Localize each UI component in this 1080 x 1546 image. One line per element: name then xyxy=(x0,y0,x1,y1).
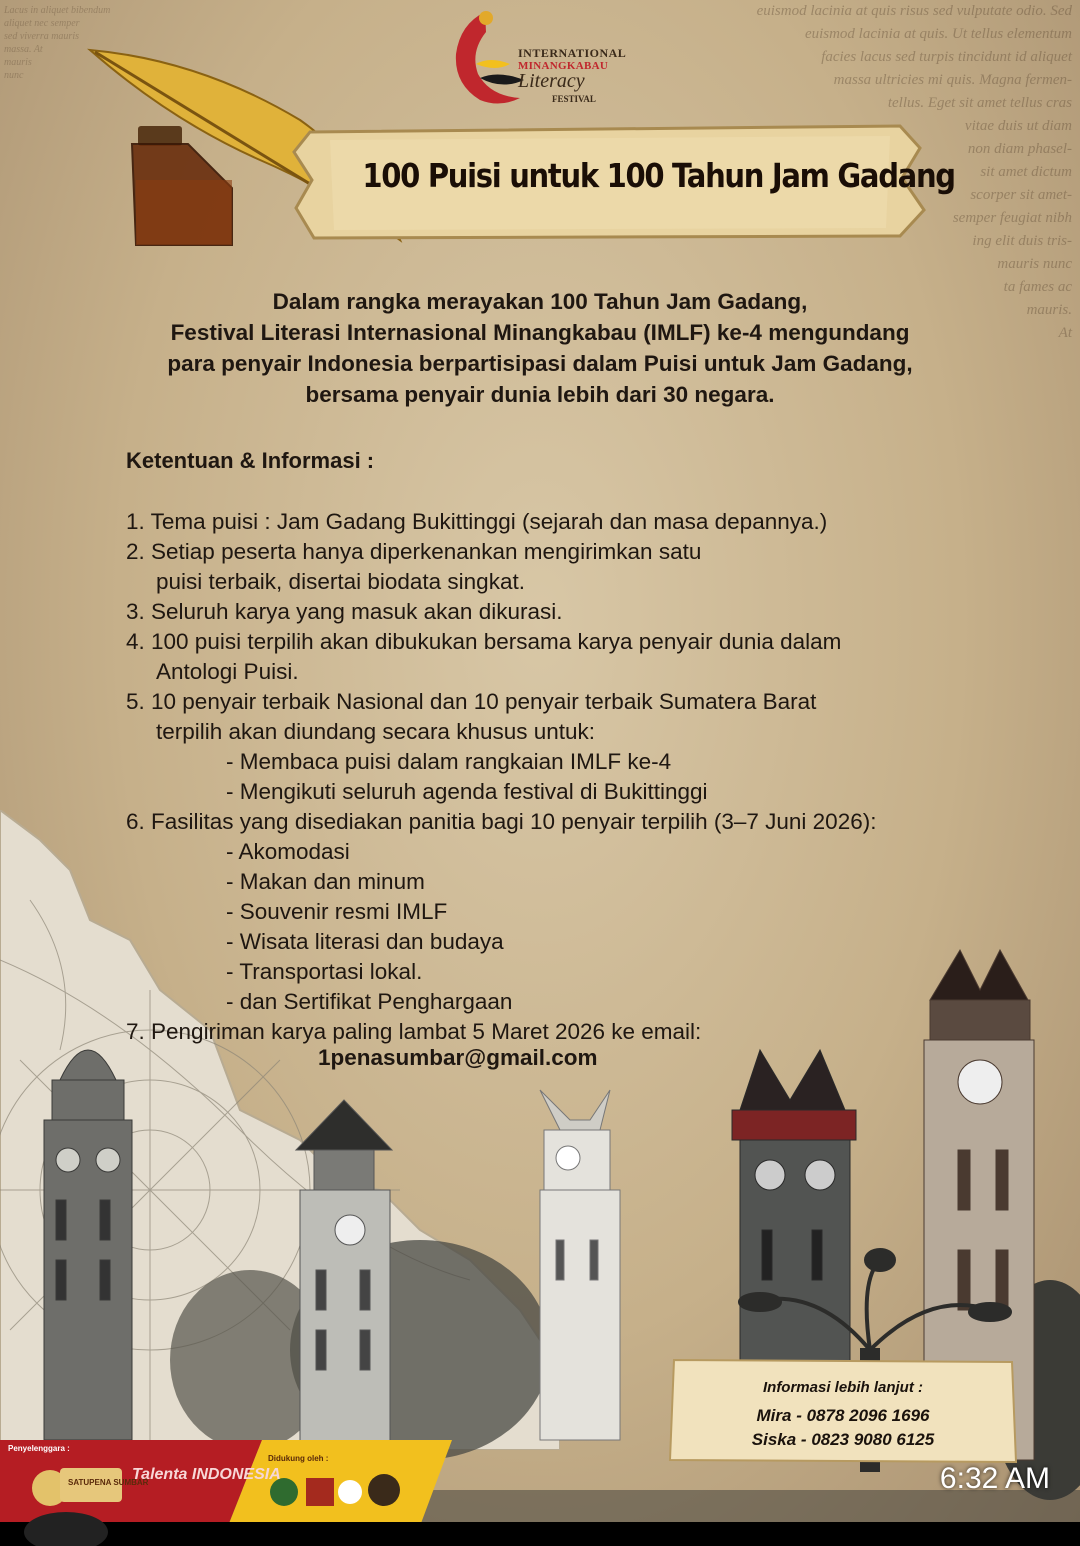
rule-item-cont: Antologi Puisi. xyxy=(156,659,299,684)
festival-logo xyxy=(440,4,640,110)
rule-subitem: - Makan dan minum xyxy=(226,869,425,894)
festival-logo-mark xyxy=(440,4,530,110)
org-satupena: SATUPENA SUMBAR xyxy=(68,1478,149,1487)
intro-line: para penyair Indonesia berpartisipasi dalam Puisi untuk Jam Gadang, xyxy=(167,351,913,376)
rule-item-cont: terpilih akan diundang secara khusus untuk: xyxy=(156,719,596,744)
rule-item: 1. Tema puisi : Jam Gadang Bukittinggi (sejarah dan masa depannya.) xyxy=(126,509,828,534)
contact-person-siska[interactable]: Siska - 0823 9080 6125 xyxy=(751,1430,935,1449)
rule-item: 3. Seluruh karya yang masuk akan dikurasi. xyxy=(126,599,563,624)
logo-line-3: Literacy xyxy=(518,70,585,92)
intro-paragraph xyxy=(60,286,1020,410)
rule-item: 4. 100 puisi terpilih akan dibukukan bersama karya penyair dunia dalam xyxy=(126,629,842,654)
logo-line-1: INTERNATIONAL xyxy=(518,46,627,60)
status-clock: 6:32 AM xyxy=(939,1462,1050,1495)
rule-item: 7. Pengiriman karya paling lambat 5 Maret 2026 ke email: xyxy=(126,1019,702,1044)
section-heading: Ketentuan & Informasi : xyxy=(126,448,375,473)
rule-subitem: - Membaca puisi dalam rangkaian IMLF ke-4 xyxy=(226,749,672,774)
background-text: euismod lacinia at quis risus sed vulputate odio. Sed euismod lacinia at quis. Ut tellus elementum facies lacus sed turpis tincidunt id aliquet massa ultricies mi quis. Magna fermen- tellus. Eget sit amet tellus cras vitae duis ut diam non diam phasel- sit amet dictum scorper sit amet- semper feugiat nibh ing elit duis tris- mauris nunc ta fames ac mauris. At xyxy=(756,3,1072,341)
org-talenta: Talenta INDONESIA xyxy=(132,1466,281,1483)
rule-item: 5. 10 penyair terbaik Nasional dan 10 penyair terbaik Sumatera Barat xyxy=(126,689,817,714)
contact-heading: Informasi lebih lanjut : xyxy=(762,1379,923,1396)
rule-subitem: - Souvenir resmi IMLF xyxy=(226,899,448,924)
intro-line: Festival Literasi Internasional Minangkabau (IMLF) ke-4 mengundang xyxy=(170,320,910,345)
page-title: 100 Puisi untuk 100 Tahun Jam Gadang xyxy=(362,156,955,195)
rule-item: 2. Setiap peserta hanya diperkenankan mengirimkan satu xyxy=(126,539,702,564)
tower-pagoda xyxy=(296,1100,392,1450)
contact-person-mira[interactable]: Mira - 0878 2096 1696 xyxy=(756,1406,930,1425)
rule-subitem: - dan Sertifikat Penghargaan xyxy=(226,989,513,1014)
title-banner xyxy=(290,118,955,243)
logo-line-4: FESTIVAL xyxy=(552,94,596,104)
supported-label: Didukung oleh : xyxy=(268,1454,329,1463)
background-text-left: Lacus in aliquet bibendum aliquet nec semper sed viverra mauris massa. At mauris nunc xyxy=(4,5,111,81)
intro-line: Dalam rangka merayakan 100 Tahun Jam Gadang, xyxy=(272,289,808,314)
intro-line: bersama penyair dunia lebih dari 30 negara. xyxy=(305,382,775,407)
rule-subitem: - Transportasi lokal. xyxy=(226,959,423,984)
organizer-label: Penyelenggara : xyxy=(8,1444,70,1453)
rule-subitem: - Wisata literasi dan budaya xyxy=(226,929,504,954)
system-nav-bar xyxy=(0,1522,1080,1546)
logo-line-2: MINANGKABAU xyxy=(518,60,609,72)
rule-subitem: - Mengikuti seluruh agenda festival di Bukittinggi xyxy=(226,779,708,804)
rule-item: 6. Fasilitas yang disediakan panitia bagi 10 penyair terpilih (3–7 Juni 2026): xyxy=(126,809,877,834)
submission-email[interactable]: 1penasumbar@gmail.com xyxy=(318,1045,598,1070)
tower-white xyxy=(540,1090,620,1440)
contact-box xyxy=(668,1356,1018,1466)
tower-dome xyxy=(44,1050,132,1440)
rule-item-cont: puisi terbaik, disertai biodata singkat. xyxy=(156,569,525,594)
nav-button[interactable] xyxy=(24,1512,108,1546)
rule-subitem: - Akomodasi xyxy=(226,839,350,864)
